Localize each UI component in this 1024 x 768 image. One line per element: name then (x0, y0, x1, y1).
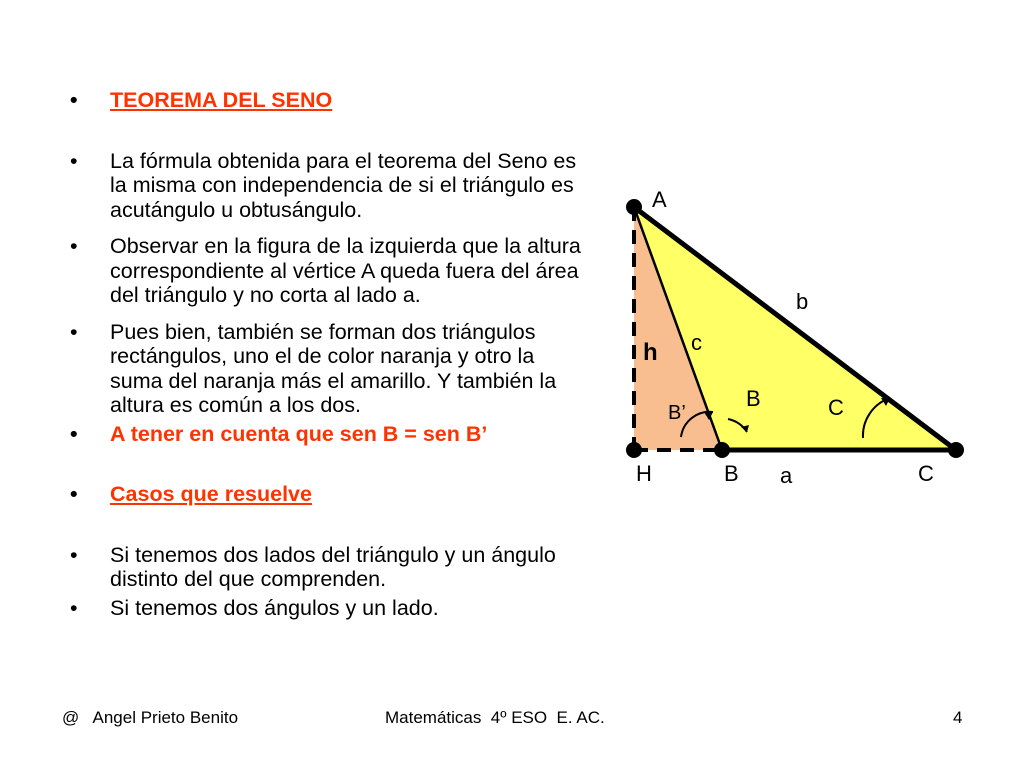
foot-h-dot (626, 442, 642, 458)
label-vertex-b: B (724, 461, 739, 486)
vertex-b-dot (714, 442, 730, 458)
label-angle-b-prime: B’ (668, 402, 686, 424)
label-angle-c: C (828, 395, 844, 420)
vertex-c-dot (948, 442, 964, 458)
label-foot-h: H (636, 461, 652, 486)
footer-page-number: 4 (953, 708, 963, 727)
label-vertex-c: C (918, 461, 934, 486)
footer-course: Matemáticas 4º ESO E. AC. (385, 708, 605, 727)
vertex-a-dot (626, 199, 642, 215)
label-side-c: c (691, 330, 702, 355)
theorem-title: • TEOREMA DEL SENO (68, 88, 588, 113)
bullet-case-two-angles: • Si tenemos dos ángulos y un lado. (68, 596, 588, 621)
bullet-formula-independence: • La fórmula obtenida para el teorema del Seno es la misma con independencia de si el triángulo es acutángulo u obtusángulo. (68, 149, 588, 223)
label-side-b: b (796, 289, 809, 314)
bullet-sine-note: • A tener en cuenta que sen B = sen B’ (68, 422, 588, 447)
footer-author: @ Angel Prieto Benito (62, 708, 239, 727)
bullet-right-triangles: • Pues bien, también se forman dos triángulos rectángulos, uno el de color naranja y otro la suma del naranja más el amarillo. Y también la altura es común a los dos. (68, 320, 588, 418)
label-vertex-a: A (652, 187, 667, 212)
label-side-a: a (780, 463, 793, 488)
bullet-case-two-sides: • Si tenemos dos lados del triángulo y un ángulo distinto del que comprenden. (68, 543, 588, 592)
label-height: h (643, 339, 658, 366)
bullet-height-outside: • Observar en la figura de la izquierda que la altura correspondiente al vértice A queda fuera del área del triángulo y no corta al lado a. (68, 234, 588, 308)
label-angle-b: B (746, 386, 761, 411)
cases-title: • Casos que resuelve (68, 482, 588, 507)
